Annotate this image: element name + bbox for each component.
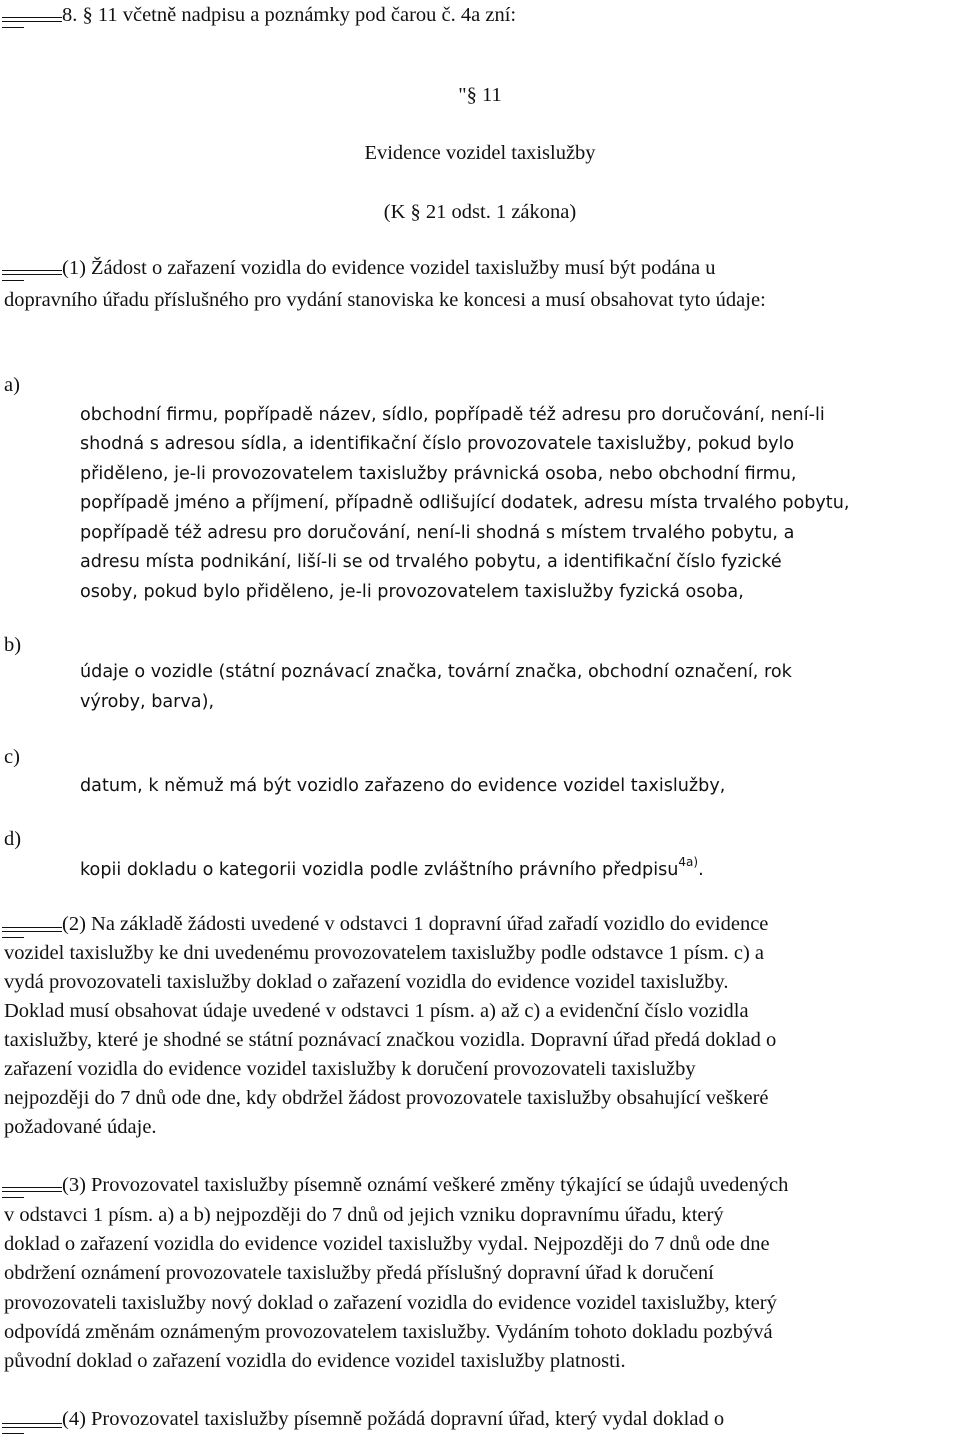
item-a-line: přiděleno, je-li provozovatelem taxislužby právnická osoba, nebo obchodní firmu, (80, 464, 797, 484)
para1-line: dopravního úřadu příslušného pro vydání stanoviska ke koncesi a musí obsahovat tyto údaje: (4, 289, 766, 311)
item-a-line: adresu místa podnikání, liší-li se od trvalého pobytu, a identifikační číslo fyzické (80, 552, 782, 572)
item-a-line: osoby, pokud bylo přiděleno, je-li provozovatelem taxislužby fyzická osoba, (80, 582, 744, 602)
section-reference: (K § 21 odst. 1 zákona) (383, 201, 577, 223)
item-letter: a) (4, 374, 20, 396)
item-a-line: shodná s adresou sídla, a identifikační číslo provozovatele taxislužby, pokud bylo (80, 434, 795, 454)
para2-line: vozidel taxislužby ke dni uvedenému provozovatelem taxislužby podle odstavce 1 písm. c) a (4, 942, 764, 964)
footnote-reference[interactable]: 4a) (678, 855, 699, 869)
item-letter: c) (4, 746, 20, 768)
para1-line: (1) Žádost o zařazení vozidla do evidence vozidel taxislužby musí být podána u (62, 257, 716, 279)
item-c-line: datum, k němuž má být vozidlo zařazeno do evidence vozidel taxislužby, (80, 776, 726, 796)
indent-marker (0, 1174, 62, 1198)
intro-line: 8. § 11 včetně nadpisu a poznámky pod čarou č. 4a zní: (62, 4, 517, 26)
para2-line: taxislužby, které je shodné se státní poznávací značkou vozidla. Dopravní úřad předá doklad o (4, 1029, 777, 1051)
indent-marker (0, 257, 62, 281)
para3-line: doklad o zařazení vozidla do evidence vozidel taxislužby vydal. Nejpozději do 7 dnů ode dne (4, 1233, 770, 1255)
para2-line: nejpozději do 7 dnů ode dne, kdy obdržel žádost provozovatele taxislužby obsahující veškeré (4, 1087, 769, 1109)
item-a-line: obchodní firmu, popřípadě název, sídlo, popřípadě též adresu pro doručování, není-li (80, 405, 825, 425)
item-d-line (80, 856, 704, 887)
para4-line: (4) Provozovatel taxislužby písemně požádá dopravní úřad, který vydal doklad o (62, 1408, 725, 1430)
indent-marker (0, 914, 62, 938)
indent-marker (0, 4, 62, 28)
para2-line: požadované údaje. (4, 1116, 157, 1138)
indent-marker (0, 1410, 62, 1434)
item-letter: b) (4, 634, 22, 656)
item-a-line: popřípadě též adresu pro doručování, není-li shodná s místem trvalého pobytu, a (80, 523, 795, 543)
para3-line: odpovídá změnám oznámeným provozovatelem taxislužby. Vydáním tohoto dokladu pozbývá (4, 1321, 773, 1343)
para3-line: obdržení oznámení provozovatele taxislužby předá příslušný dopravní úřad k doručení (4, 1262, 714, 1284)
para3-line: v odstavci 1 písm. a) a b) nejpozději do 7 dnů od jejich vzniku dopravnímu úřadu, který (4, 1204, 724, 1226)
para2-line: Doklad musí obsahovat údaje uvedené v odstavci 1 písm. a) až c) a evidenční číslo vozidla (4, 1000, 749, 1022)
item-b-line: údaje o vozidle (státní poznávací značka, tovární značka, obchodní označení, rok (80, 662, 792, 682)
para2-line: (2) Na základě žádosti uvedené v odstavci 1 dopravní úřad zařadí vozidlo do evidence (62, 913, 769, 935)
para2-line: vydá provozovateli taxislužby doklad o zařazení vozidla do evidence vozidel taxislužby. (4, 971, 729, 993)
section-number: "§ 11 (458, 84, 502, 106)
para3-line: provozovateli taxislužby nový doklad o zařazení vozidla do evidence vozidel taxislužby, který (4, 1292, 777, 1314)
para2-line: zařazení vozidla do evidence vozidel taxislužby k doručení provozovateli taxislužby (4, 1058, 696, 1080)
item-d-text: kopii dokladu o kategorii vozidla podle zvláštního právního předpisu (80, 860, 679, 880)
para3-line: původní doklad o zařazení vozidla do evidence vozidel taxislužby platnosti. (4, 1350, 626, 1372)
item-d-end: . (698, 860, 704, 880)
para3-line: (3) Provozovatel taxislužby písemně oznámí veškeré změny týkající se údajů uvedených (62, 1174, 789, 1196)
item-b-line: výroby, barva), (80, 692, 215, 712)
item-a-line: popřípadě jméno a příjmení, případně odlišující dodatek, adresu místa trvalého pobytu, (80, 493, 850, 513)
item-letter: d) (4, 828, 22, 850)
section-title: Evidence vozidel taxislužby (364, 142, 596, 164)
